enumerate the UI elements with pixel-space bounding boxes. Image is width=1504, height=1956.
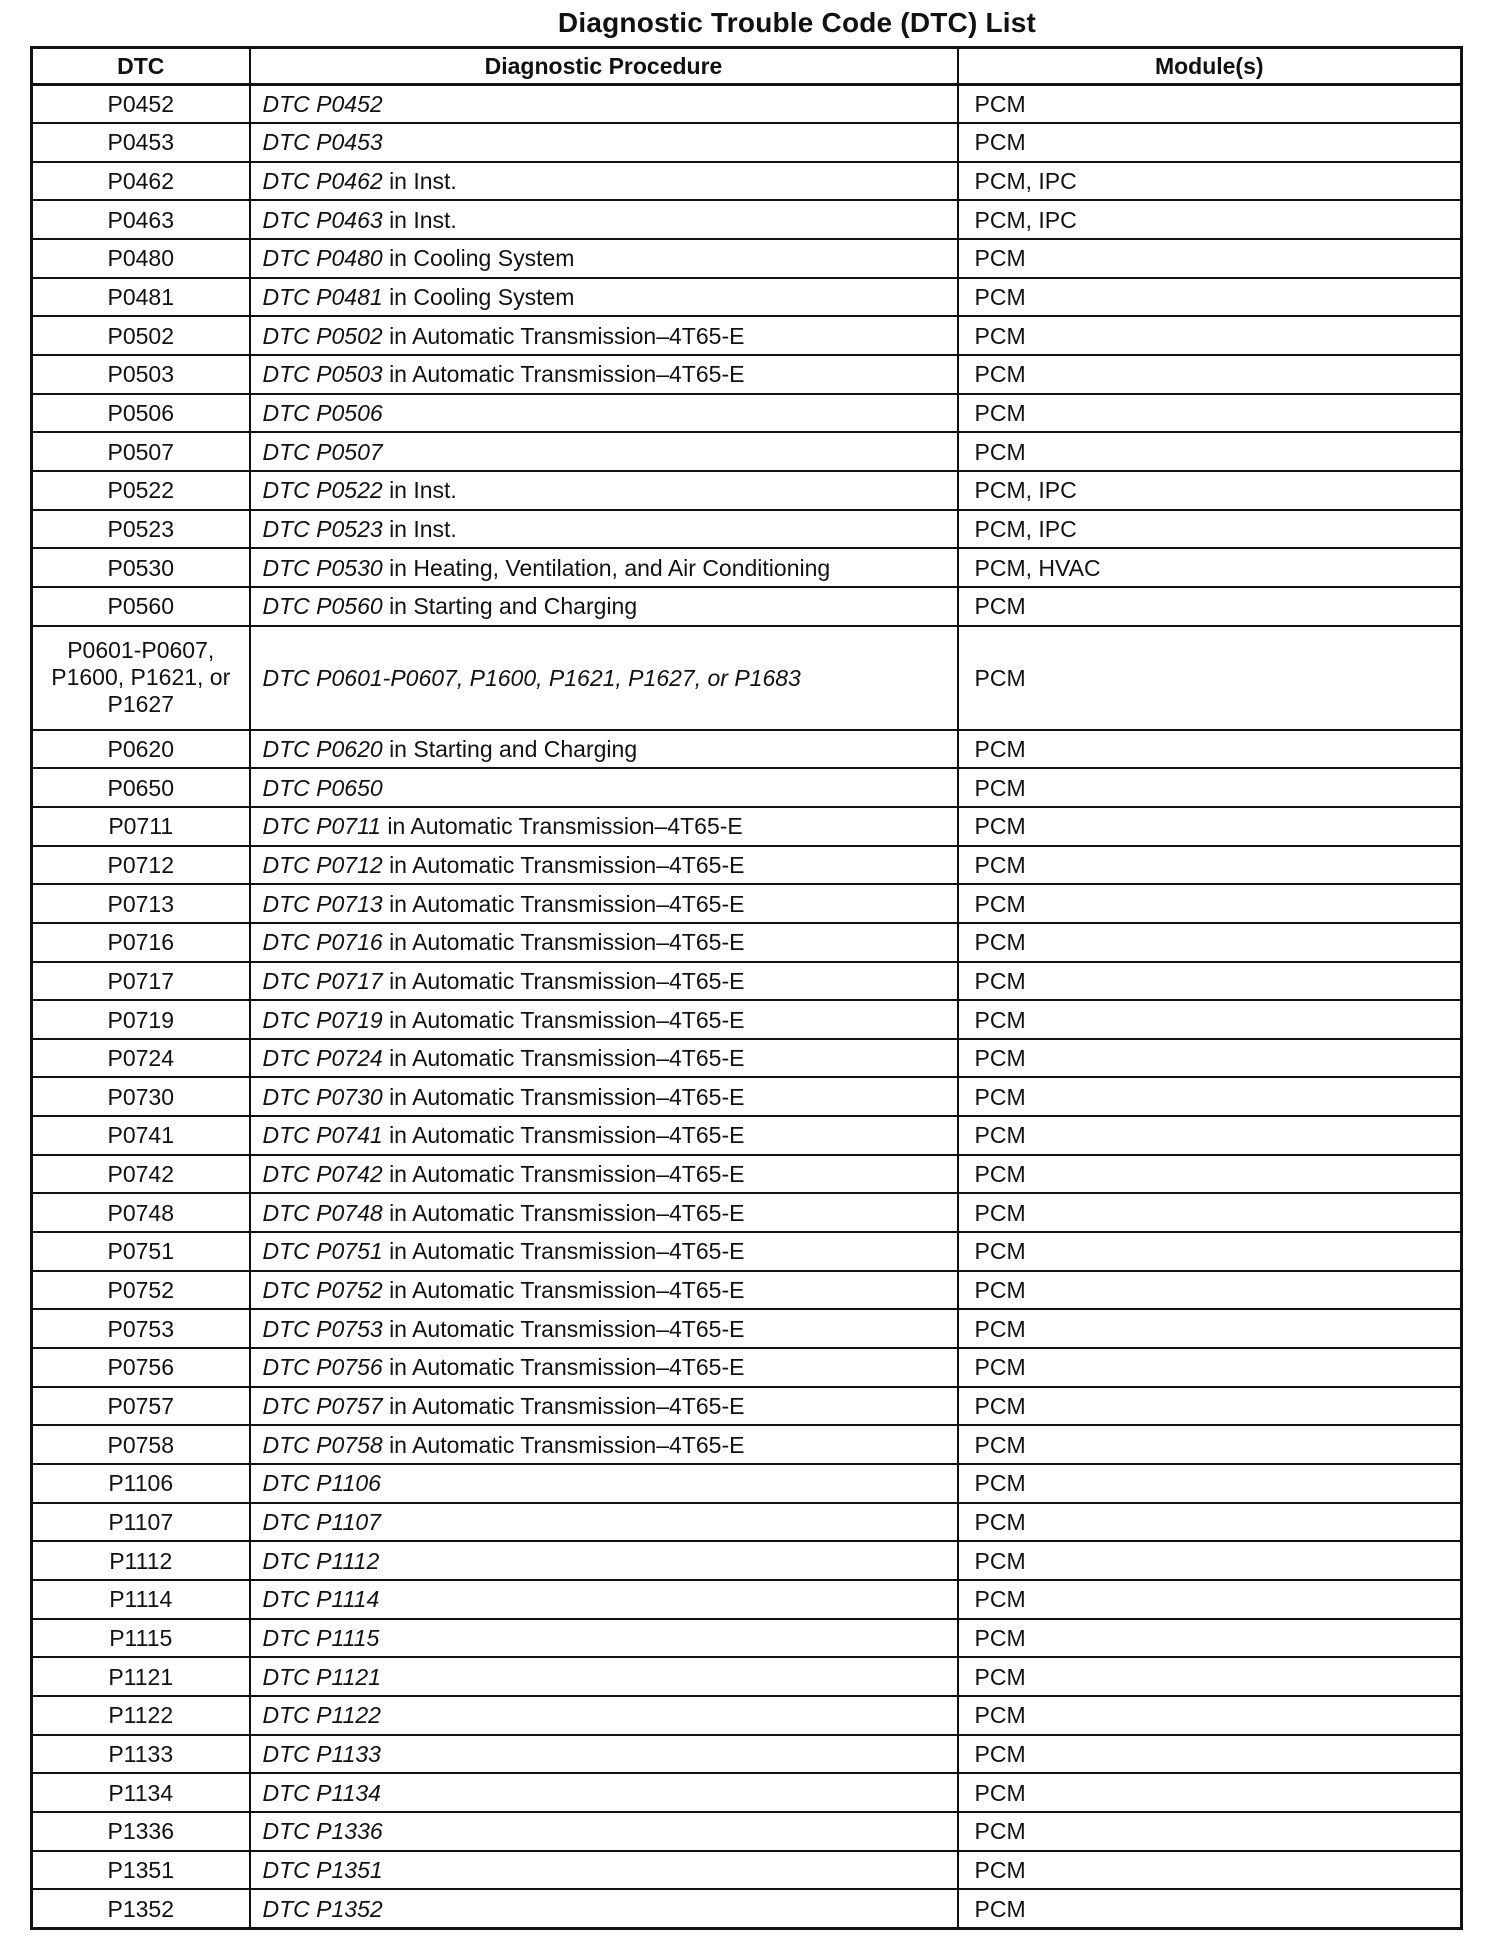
dtc-table (30, 46, 1463, 1930)
diagnostic-procedure-cell (250, 1155, 958, 1194)
modules-cell: PCM (958, 1696, 1462, 1735)
procedure-link-text: DTC P0717 (262, 967, 383, 994)
table-row (32, 923, 1462, 962)
dtc-code-cell: P1114 (32, 1580, 250, 1619)
diagnostic-procedure-cell (250, 239, 958, 278)
modules-cell: PCM (958, 1271, 1462, 1310)
modules-cell: PCM (958, 1889, 1462, 1928)
table-row (32, 587, 1462, 626)
diagnostic-procedure-cell (250, 510, 958, 549)
modules-cell: PCM (958, 1039, 1462, 1078)
procedure-link-text: DTC P1351 (262, 1856, 383, 1883)
modules-cell: PCM (958, 962, 1462, 1001)
procedure-location-text: in Inst. (389, 168, 457, 195)
table-row (32, 846, 1462, 885)
dtc-code-cell: P1122 (32, 1696, 250, 1735)
table-row (32, 1889, 1462, 1928)
diagnostic-procedure-cell (250, 884, 958, 923)
dtc-code-cell: P0507 (32, 432, 250, 471)
procedure-location-text: in Cooling System (389, 245, 575, 272)
diagnostic-procedure-cell (250, 1309, 958, 1348)
procedure-location-text: in Automatic Transmission–4T65-E (389, 967, 745, 994)
diagnostic-procedure-cell (250, 730, 958, 769)
modules-cell: PCM (958, 587, 1462, 626)
procedure-link-text: DTC P1112 (262, 1547, 380, 1574)
dtc-code-cell: P0523 (32, 510, 250, 549)
modules-cell: PCM (958, 355, 1462, 394)
procedure-link-text: DTC P0758 (262, 1431, 383, 1458)
dtc-code-cell: P0530 (32, 548, 250, 587)
procedure-location-text: in Automatic Transmission–4T65-E (389, 361, 745, 388)
modules-cell: PCM (958, 1155, 1462, 1194)
procedure-link-text: DTC P0462 (262, 168, 383, 195)
modules-cell: PCM (958, 626, 1462, 730)
table-row (32, 1077, 1462, 1116)
diagnostic-procedure-cell (250, 162, 958, 201)
procedure-link-text: DTC P0452 (262, 91, 383, 118)
table-row (32, 1193, 1462, 1232)
table-row (32, 200, 1462, 239)
procedure-location-text: in Automatic Transmission–4T65-E (389, 1199, 745, 1226)
modules-cell: PCM (958, 1193, 1462, 1232)
column-header-procedure: Diagnostic Procedure (250, 48, 958, 85)
table-row (32, 432, 1462, 471)
dtc-code-cell: P1351 (32, 1851, 250, 1890)
modules-cell: PCM (958, 1580, 1462, 1619)
procedure-location-text: in Automatic Transmission–4T65-E (389, 1315, 745, 1342)
procedure-location-text: in Automatic Transmission–4T65-E (389, 890, 745, 917)
modules-cell: PCM, HVAC (958, 548, 1462, 587)
table-row (32, 1387, 1462, 1426)
procedure-location-text: in Automatic Transmission–4T65-E (389, 1277, 745, 1304)
dtc-code-cell: P0730 (32, 1077, 250, 1116)
procedure-link-text: DTC P0753 (262, 1315, 383, 1342)
table-row (32, 1271, 1462, 1310)
modules-cell: PCM (958, 316, 1462, 355)
modules-cell: PCM (958, 1657, 1462, 1696)
dtc-code-cell: P0452 (32, 85, 250, 124)
diagnostic-procedure-cell (250, 1387, 958, 1426)
diagnostic-procedure-cell (250, 587, 958, 626)
table-row (32, 1464, 1462, 1503)
diagnostic-procedure-cell (250, 548, 958, 587)
procedure-link-text: DTC P0502 (262, 322, 383, 349)
procedure-location-text: in Starting and Charging (389, 735, 638, 762)
modules-cell: PCM (958, 1387, 1462, 1426)
table-row (32, 1580, 1462, 1619)
diagnostic-procedure-cell (250, 85, 958, 124)
diagnostic-procedure-cell (250, 923, 958, 962)
modules-cell: PCM (958, 923, 1462, 962)
procedure-location-text: in Automatic Transmission–4T65-E (389, 1122, 745, 1149)
procedure-location-text: in Starting and Charging (389, 593, 638, 620)
table-row (32, 768, 1462, 807)
diagnostic-procedure-cell (250, 432, 958, 471)
dtc-code-cell: P0480 (32, 239, 250, 278)
diagnostic-procedure-cell (250, 1889, 958, 1928)
procedure-location-text: in Automatic Transmission–4T65-E (389, 322, 745, 349)
modules-cell: PCM (958, 1619, 1462, 1658)
diagnostic-procedure-cell (250, 807, 958, 846)
diagnostic-procedure-cell (250, 123, 958, 162)
diagnostic-procedure-cell (250, 355, 958, 394)
procedure-link-text: DTC P1352 (262, 1895, 383, 1922)
procedure-link-text: DTC P0522 (262, 477, 383, 504)
procedure-link-text: DTC P1133 (262, 1740, 381, 1767)
table-row (32, 1696, 1462, 1735)
table-row (32, 1309, 1462, 1348)
dtc-code-cell: P0462 (32, 162, 250, 201)
dtc-code-cell: P0742 (32, 1155, 250, 1194)
table-row (32, 1039, 1462, 1078)
diagnostic-procedure-cell (250, 1773, 958, 1812)
procedure-link-text: DTC P0507 (262, 438, 383, 465)
diagnostic-procedure-cell (250, 768, 958, 807)
procedure-link-text: DTC P0713 (262, 890, 383, 917)
diagnostic-procedure-cell (250, 200, 958, 239)
dtc-code-cell: P0713 (32, 884, 250, 923)
diagnostic-procedure-cell (250, 626, 958, 730)
procedure-link-text: DTC P0481 (262, 284, 383, 311)
table-row (32, 548, 1462, 587)
modules-cell: PCM (958, 1735, 1462, 1774)
dtc-code-cell: P0502 (32, 316, 250, 355)
modules-cell: PCM, IPC (958, 471, 1462, 510)
dtc-code-cell: P1112 (32, 1541, 250, 1580)
modules-cell: PCM (958, 807, 1462, 846)
diagnostic-procedure-cell (250, 1735, 958, 1774)
table-row (32, 85, 1462, 124)
procedure-location-text: in Automatic Transmission–4T65-E (389, 1161, 745, 1188)
diagnostic-procedure-cell (250, 1232, 958, 1271)
dtc-code-cell: P0752 (32, 1271, 250, 1310)
diagnostic-procedure-cell (250, 1039, 958, 1078)
diagnostic-procedure-cell (250, 1812, 958, 1851)
table-row (32, 1155, 1462, 1194)
procedure-link-text: DTC P0756 (262, 1354, 383, 1381)
procedure-link-text: DTC P0751 (262, 1238, 383, 1265)
dtc-code-cell: P1352 (32, 1889, 250, 1928)
modules-cell: PCM (958, 846, 1462, 885)
column-header-dtc: DTC (32, 48, 250, 85)
modules-cell: PCM (958, 1425, 1462, 1464)
procedure-link-text: DTC P0620 (262, 735, 383, 762)
procedure-link-text: DTC P0716 (262, 929, 383, 956)
diagnostic-procedure-cell (250, 1464, 958, 1503)
diagnostic-procedure-cell (250, 846, 958, 885)
modules-cell: PCM (958, 1503, 1462, 1542)
modules-cell: PCM (958, 768, 1462, 807)
modules-cell: PCM (958, 1812, 1462, 1851)
dtc-code-cell: P1106 (32, 1464, 250, 1503)
diagnostic-procedure-cell (250, 471, 958, 510)
modules-cell: PCM (958, 123, 1462, 162)
dtc-code-cell: P0712 (32, 846, 250, 885)
table-row (32, 1232, 1462, 1271)
dtc-code-cell: P0522 (32, 471, 250, 510)
diagnostic-procedure-cell (250, 278, 958, 317)
procedure-link-text: DTC P0560 (262, 593, 383, 620)
procedure-location-text: in Automatic Transmission–4T65-E (389, 1238, 745, 1265)
procedure-link-text: DTC P0503 (262, 361, 383, 388)
table-row (32, 1619, 1462, 1658)
dtc-code-cell: P1107 (32, 1503, 250, 1542)
procedure-link-text: DTC P0752 (262, 1277, 383, 1304)
table-row (32, 1851, 1462, 1890)
diagnostic-procedure-cell (250, 1077, 958, 1116)
diagnostic-procedure-cell (250, 1271, 958, 1310)
column-header-modules: Module(s) (958, 48, 1462, 85)
dtc-code-cell: P0753 (32, 1309, 250, 1348)
procedure-link-text: DTC P0742 (262, 1161, 383, 1188)
diagnostic-procedure-cell (250, 1193, 958, 1232)
modules-cell: PCM (958, 1232, 1462, 1271)
dtc-code-cell: P0719 (32, 1000, 250, 1039)
table-row (32, 1812, 1462, 1851)
diagnostic-procedure-cell (250, 1580, 958, 1619)
modules-cell: PCM (958, 1000, 1462, 1039)
diagnostic-procedure-cell (250, 1619, 958, 1658)
table-row (32, 355, 1462, 394)
procedure-location-text: in Inst. (389, 516, 457, 543)
modules-cell: PCM (958, 1077, 1462, 1116)
procedure-link-text: DTC P0650 (262, 774, 383, 801)
diagnostic-procedure-cell (250, 962, 958, 1001)
dtc-code-cell: P0758 (32, 1425, 250, 1464)
modules-cell: PCM (958, 1464, 1462, 1503)
table-row (32, 1425, 1462, 1464)
table-header-row (32, 48, 1462, 85)
modules-cell: PCM (958, 432, 1462, 471)
procedure-link-text: DTC P1336 (262, 1818, 383, 1845)
procedure-link-text: DTC P1107 (262, 1509, 381, 1536)
modules-cell: PCM (958, 1851, 1462, 1890)
modules-cell: PCM (958, 1309, 1462, 1348)
diagnostic-procedure-cell (250, 1348, 958, 1387)
procedure-link-text: DTC P0748 (262, 1199, 383, 1226)
dtc-code-cell: P0560 (32, 587, 250, 626)
procedure-link-text: DTC P1114 (262, 1586, 380, 1613)
procedure-location-text: in Inst. (389, 477, 457, 504)
table-row (32, 316, 1462, 355)
procedure-link-text: DTC P0719 (262, 1006, 383, 1033)
table-row (32, 730, 1462, 769)
procedure-link-text: DTC P0757 (262, 1393, 383, 1420)
dtc-code-cell: P0717 (32, 962, 250, 1001)
procedure-link-text: DTC P0712 (262, 851, 383, 878)
page-title: Diagnostic Trouble Code (DTC) List (557, 7, 1037, 38)
table-row (32, 394, 1462, 433)
modules-cell: PCM, IPC (958, 162, 1462, 201)
dtc-code-cell: P0506 (32, 394, 250, 433)
table-row (32, 1000, 1462, 1039)
diagnostic-procedure-cell (250, 1657, 958, 1696)
procedure-link-text: DTC P0530 (262, 554, 383, 581)
diagnostic-procedure-cell (250, 1851, 958, 1890)
modules-cell: PCM, IPC (958, 510, 1462, 549)
dtc-code-cell: P1115 (32, 1619, 250, 1658)
diagnostic-procedure-cell (250, 1000, 958, 1039)
dtc-code-cell: P0601-P0607, P1600, P1621, or P1627 (32, 626, 250, 730)
procedure-link-text: DTC P0730 (262, 1083, 383, 1110)
dtc-code-cell: P1134 (32, 1773, 250, 1812)
dtc-code-cell: P1336 (32, 1812, 250, 1851)
procedure-link-text: DTC P1121 (262, 1663, 381, 1690)
procedure-location-text: in Automatic Transmission–4T65-E (389, 1393, 745, 1420)
procedure-link-text: DTC P0480 (262, 245, 383, 272)
dtc-code-cell: P0748 (32, 1193, 250, 1232)
table-row (32, 123, 1462, 162)
procedure-link-text: DTC P0741 (262, 1122, 383, 1149)
procedure-location-text: in Automatic Transmission–4T65-E (389, 1354, 745, 1381)
modules-cell: PCM (958, 1773, 1462, 1812)
dtc-code-cell: P0453 (32, 123, 250, 162)
table-row (32, 1503, 1462, 1542)
procedure-location-text: in Cooling System (389, 284, 575, 311)
procedure-link-text: DTC P1122 (262, 1702, 381, 1729)
dtc-code-cell: P0757 (32, 1387, 250, 1426)
diagnostic-procedure-cell (250, 1503, 958, 1542)
dtc-code-cell: P0503 (32, 355, 250, 394)
procedure-location-text: in Automatic Transmission–4T65-E (389, 1083, 745, 1110)
table-row (32, 1348, 1462, 1387)
modules-cell: PCM (958, 278, 1462, 317)
table-row (32, 1773, 1462, 1812)
diagnostic-procedure-cell (250, 1541, 958, 1580)
table-row (32, 1657, 1462, 1696)
procedure-location-text: in Automatic Transmission–4T65-E (389, 1045, 745, 1072)
modules-cell: PCM (958, 239, 1462, 278)
table-row (32, 1116, 1462, 1155)
procedure-location-text: in Automatic Transmission–4T65-E (389, 1006, 745, 1033)
diagnostic-procedure-cell (250, 394, 958, 433)
dtc-code-cell: P1133 (32, 1735, 250, 1774)
diagnostic-procedure-cell (250, 1696, 958, 1735)
procedure-link-text: DTC P0711 (262, 813, 381, 840)
modules-cell: PCM (958, 730, 1462, 769)
table-row (32, 471, 1462, 510)
modules-cell: PCM, IPC (958, 200, 1462, 239)
table-row (32, 1541, 1462, 1580)
procedure-link-text: DTC P0601-P0607, P1600, P1621, P1627, or P1683 (262, 664, 801, 691)
procedure-link-text: DTC P0463 (262, 206, 383, 233)
table-row (32, 510, 1462, 549)
procedure-link-text: DTC P1106 (262, 1470, 381, 1497)
table-row (32, 1735, 1462, 1774)
procedure-location-text: in Inst. (389, 206, 457, 233)
procedure-link-text: DTC P1134 (262, 1779, 381, 1806)
diagnostic-procedure-cell (250, 316, 958, 355)
diagnostic-procedure-cell (250, 1425, 958, 1464)
modules-cell: PCM (958, 1116, 1462, 1155)
modules-cell: PCM (958, 1348, 1462, 1387)
table-row (32, 239, 1462, 278)
dtc-code-cell: P0481 (32, 278, 250, 317)
table-row (32, 278, 1462, 317)
table-row (32, 962, 1462, 1001)
table-row (32, 884, 1462, 923)
procedure-location-text: in Automatic Transmission–4T65-E (389, 929, 745, 956)
dtc-code-cell: P0756 (32, 1348, 250, 1387)
table-row (32, 807, 1462, 846)
procedure-link-text: DTC P0523 (262, 516, 383, 543)
modules-cell: PCM (958, 394, 1462, 433)
dtc-code-cell: P0650 (32, 768, 250, 807)
procedure-location-text: in Heating, Ventilation, and Air Conditioning (389, 554, 831, 581)
diagnostic-procedure-cell (250, 1116, 958, 1155)
dtc-code-cell: P0620 (32, 730, 250, 769)
modules-cell: PCM (958, 85, 1462, 124)
dtc-code-cell: P0724 (32, 1039, 250, 1078)
modules-cell: PCM (958, 884, 1462, 923)
dtc-code-cell: P1121 (32, 1657, 250, 1696)
procedure-link-text: DTC P1115 (262, 1625, 380, 1651)
dtc-code-cell: P0751 (32, 1232, 250, 1271)
procedure-link-text: DTC P0724 (262, 1045, 383, 1072)
table-body (32, 85, 1462, 1929)
procedure-link-text: DTC P0506 (262, 400, 383, 427)
dtc-code-cell: P0463 (32, 200, 250, 239)
procedure-location-text: in Automatic Transmission–4T65-E (389, 851, 745, 878)
procedure-location-text: in Automatic Transmission–4T65-E (389, 1431, 745, 1458)
modules-cell: PCM (958, 1541, 1462, 1580)
dtc-code-cell: P0741 (32, 1116, 250, 1155)
dtc-code-cell: P0711 (32, 807, 250, 846)
table-row (32, 626, 1462, 730)
procedure-link-text: DTC P0453 (262, 129, 383, 156)
procedure-location-text: in Automatic Transmission–4T65-E (387, 813, 743, 840)
dtc-code-cell: P0716 (32, 923, 250, 962)
table-row (32, 162, 1462, 201)
